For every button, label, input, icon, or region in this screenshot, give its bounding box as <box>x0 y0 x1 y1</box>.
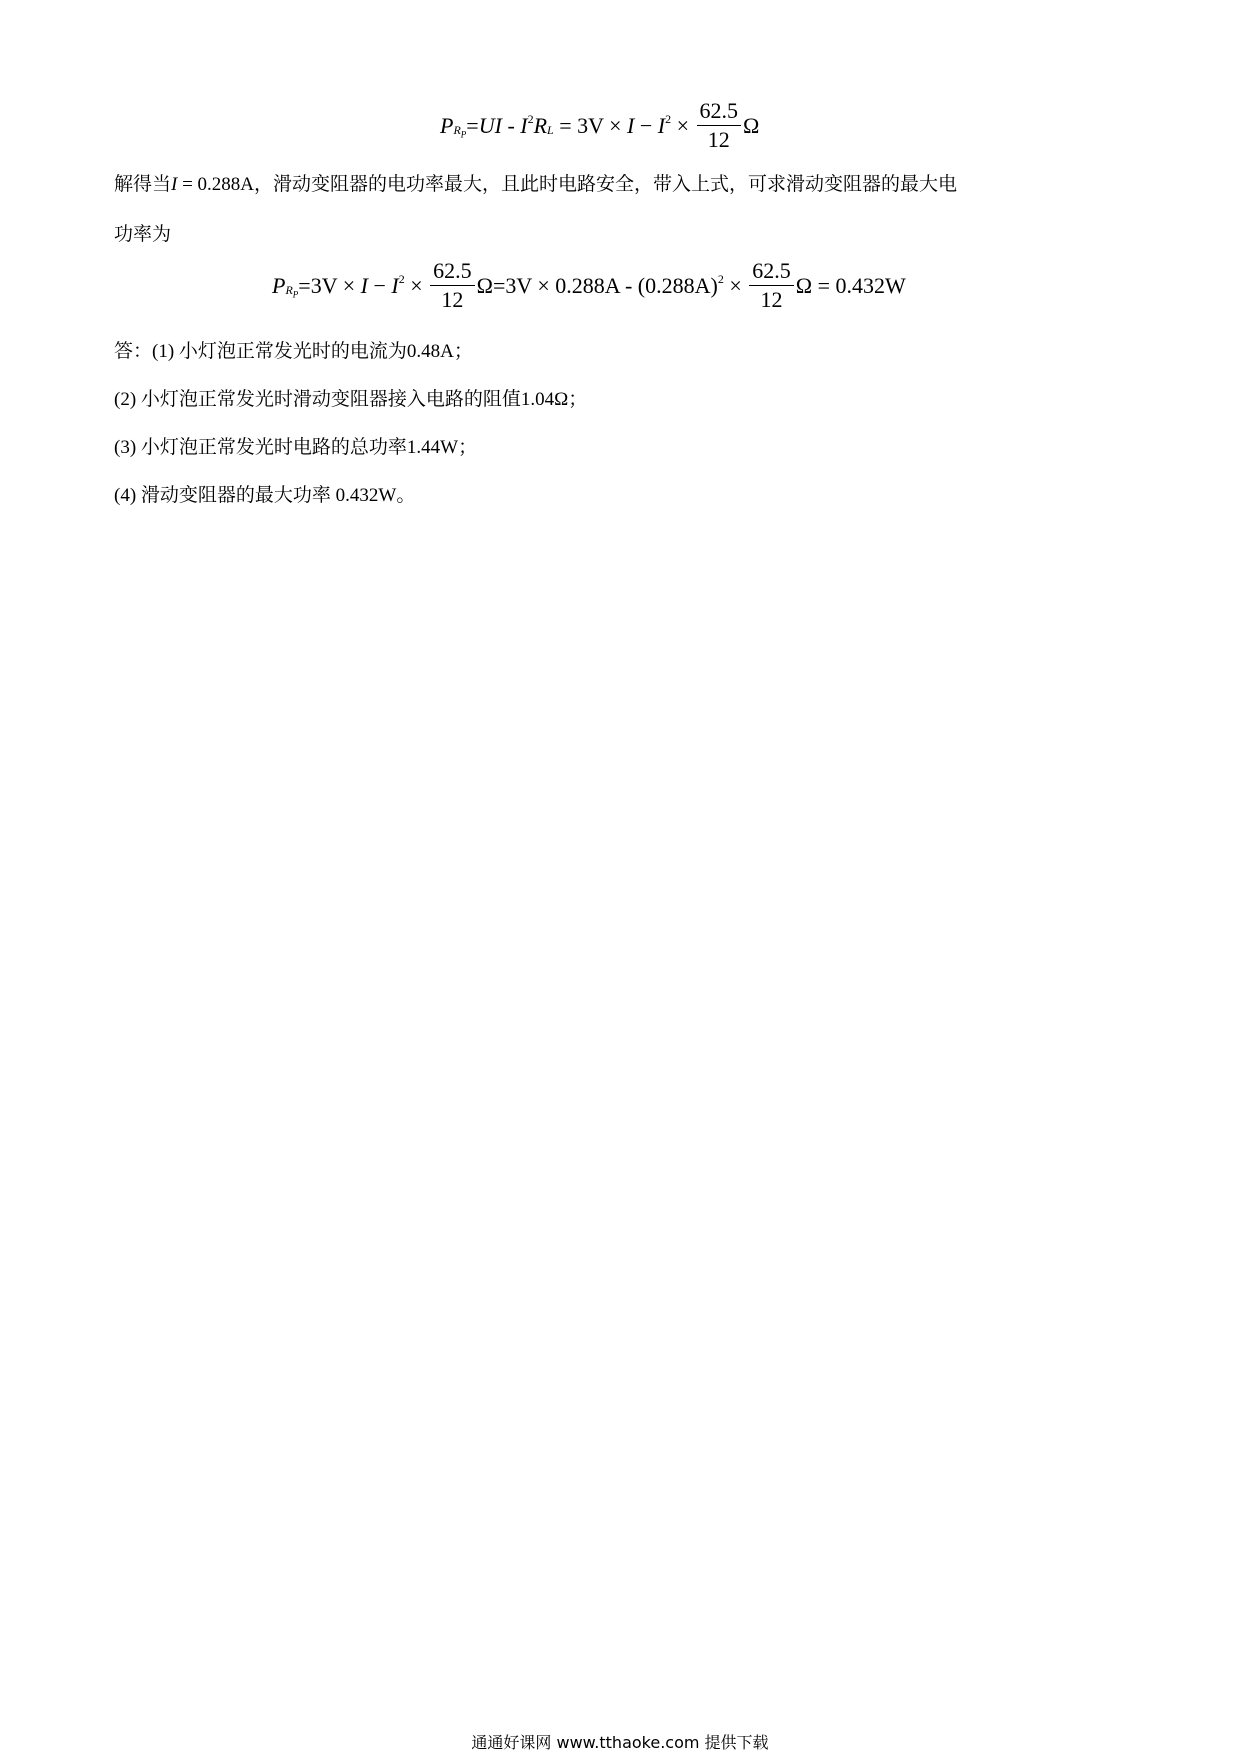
formula1-times: × <box>671 112 695 138</box>
formula2-lhs-subsub: P <box>292 289 299 300</box>
solution-line-1 <box>114 172 957 197</box>
footer-watermark: 通通好课网 www.tthaoke.com 提供下载 <box>471 1733 769 1752</box>
formula1-denominator: 12 <box>707 127 730 152</box>
formula1-3v: = 3V × <box>553 112 628 138</box>
formula2-square2: 2 <box>717 272 724 286</box>
formula1-i3: I <box>657 112 666 138</box>
formula1-minus2: − <box>634 112 658 138</box>
formula1-lhs-sub: R <box>453 123 461 138</box>
formula2-minus: − <box>367 272 392 298</box>
formula2-times: × <box>404 272 429 298</box>
formula1-r: R <box>533 112 548 138</box>
formula2-fraction-1 <box>430 258 475 313</box>
answer-2: (2) 小灯泡正常发光时滑动变阻器接入电路的阻值1.04Ω； <box>114 389 588 410</box>
formula1-omega: Ω <box>743 112 760 138</box>
formula2-numerator-1: 62.5 <box>430 258 475 286</box>
formula2-i: I <box>360 272 368 298</box>
formula2-substitution: Ω=3V × 0.288A - (0.288A) <box>476 272 718 298</box>
formula-max-power <box>272 258 906 313</box>
formula2-lhs: P <box>272 272 286 298</box>
formula1-numerator: 62.5 <box>697 98 742 126</box>
formula1-i2: I <box>627 112 635 138</box>
formula2-fraction-2 <box>749 258 794 313</box>
line1-var-i: I <box>171 174 178 195</box>
formula1-i: I <box>520 112 528 138</box>
formula2-3v: =3V × <box>298 272 361 298</box>
formula1-square2: 2 <box>665 112 672 126</box>
formula1-lhs: P <box>440 112 454 138</box>
formula1-minus: - <box>501 112 521 138</box>
answer-1: 答：(1) 小灯泡正常发光时的电流为0.48A； <box>114 341 473 362</box>
formula1-square: 2 <box>527 112 534 126</box>
line1-prefix: 解得当 <box>114 173 172 195</box>
formula1-ui: UI <box>478 112 502 138</box>
formula2-denominator-1: 12 <box>441 287 464 312</box>
solution-line-2: 功率为 <box>114 223 172 245</box>
formula1-eq: = <box>466 112 479 138</box>
answer-3: (3) 小灯泡正常发光时电路的总功率1.44W； <box>114 437 478 458</box>
formula2-times2: × <box>723 272 748 298</box>
formula2-numerator-2: 62.5 <box>749 258 794 286</box>
formula1-fraction <box>697 98 742 153</box>
answer-4: (4) 滑动变阻器的最大功率 0.432W。 <box>114 485 416 506</box>
formula2-square: 2 <box>398 272 405 286</box>
formula2-result: Ω = 0.432W <box>795 272 906 298</box>
formula2-denominator-2: 12 <box>760 287 783 312</box>
formula2-lhs-sub: R <box>285 283 293 298</box>
formula2-i2: I <box>391 272 399 298</box>
formula-power-expression <box>440 98 759 153</box>
formula1-r-sub: L <box>547 123 554 137</box>
line1-rest: = 0.288A，滑动变阻器的电功率最大，且此时电路安全，带入上式，可求滑动变阻器的最大电 <box>177 174 958 195</box>
formula1-lhs-subsub: P <box>460 129 467 140</box>
